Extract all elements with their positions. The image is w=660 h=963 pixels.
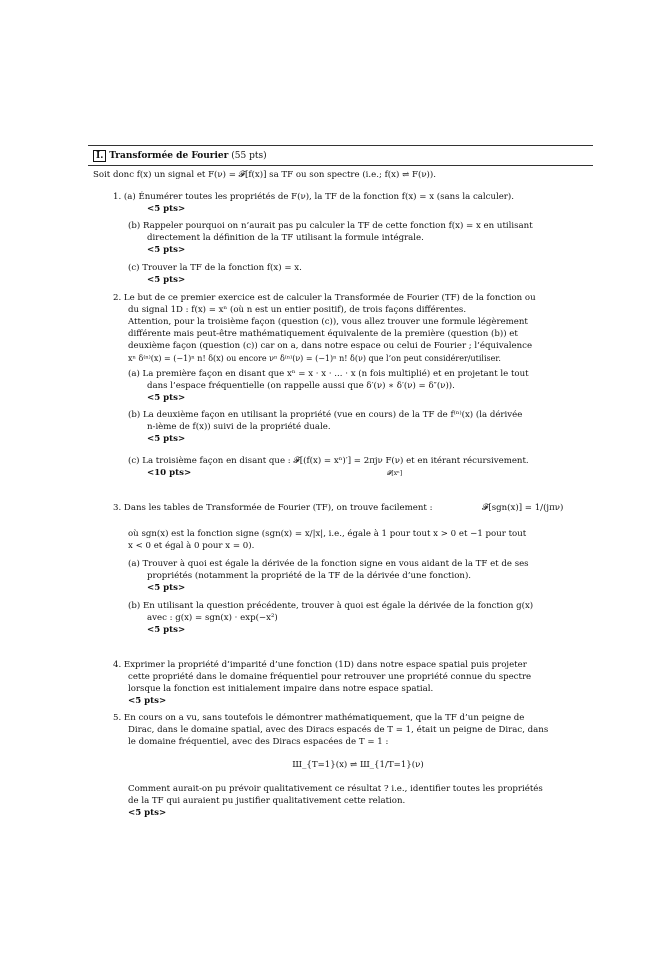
q2b-line1: (b) La deuxième façon en utilisant la propriété (vue en cours) de la TF de f⁽ⁿ⁾(x) (la dérivée [128,410,523,420]
q5-line1: 5. En cours on a vu, sans toutefois le démontrer mathématiquement, que la TF d’un peigne de [113,713,525,723]
q3-line3: x < 0 et égal à 0 pour x = 0). [128,541,255,551]
section-header [93,151,267,161]
section-points: (55 pts) [231,151,267,161]
q2-line4: différente mais peut-être mathématiquement équivalente de la première (question (b)) et [128,329,518,339]
q4-line3: lorsque la fonction est initialement impaire dans notre espace spatial. [128,684,434,694]
section-title: Transformée de Fourier [109,151,229,161]
q3b-line1: (b) En utilisant la question précédente, trouver à quoi est égale la dérivée de la fonction g(x) [128,601,534,611]
q4-line1: 4. Exprimer la propriété d’imparité d’une fonction (1D) dans notre espace spatial puis projeter [113,660,527,670]
q4-line2: cette propriété dans le domaine fréquentiel pour retrouver une propriété connue du spectre [128,672,532,682]
q1a-text: 1. (a) Énumérer toutes les propriétés de F(ν), la TF de la fonction f(x) = x (sans la calculer). [113,192,515,202]
q1b-line2: directement la définition de la TF utilisant la formule intégrale. [147,233,424,243]
section-number: I. [93,150,106,162]
q5-line2: Dirac, dans le domaine spatial, avec des Diracs espacés de T = 1, était un peigne de Dirac, dans [128,725,549,735]
q1b-line1: (b) Rappeler pourquoi on n’aurait pas pu calculer la TF de cette fonction f(x) = x en utilisant [128,221,533,231]
q2c-line1: (c) La troisième façon en disant que : 𝓕[(f(x) = xⁿ)′] = 2πjν F(ν) et en itérant récursivement. [128,456,529,466]
q2-line2: du signal 1D : f(x) = xⁿ (où n est un entier positif), de trois façons différentes. [128,305,467,315]
q3b-points: <5 pts> [147,625,186,635]
q5-line3: le domaine fréquentiel, avec des Diracs espacées de T = 1 : [128,737,389,747]
q3a-line2: propriétés (notamment la propriété de la TF de la dérivée d’une fonction). [147,571,472,581]
q3-line1: 3. Dans les tables de Transformée de Fourier (TF), on trouve facilement : [113,503,433,513]
top-rule [88,145,593,146]
q2-line6: xⁿ δ⁽ⁿ⁾(x) = (−1)ⁿ n! δ(x) ou encore νⁿ δ⁽ⁿ⁾(ν) = (−1)ⁿ n! δ(ν) que l’on peut considérer/utiliser. [128,354,501,363]
q3-line2: où sgn(x) est la fonction signe (sgn(x) = x/|x|, i.e., égale à 1 pour tout x > 0 et −1 pour tout [128,529,527,539]
q2-line5: deuxième façon (question (c)) car on a, dans notre espace ou celui de Fourier ; l’équivalence [128,341,533,351]
q2-line3: Attention, pour la troisième façon (question (c)), vous allez trouver une formule légèrement [128,317,528,327]
q2a-points: <5 pts> [147,393,186,403]
q3-formula: 𝓕[sgn(x)] = 1/(jπν) [482,503,564,513]
q3a-line1: (a) Trouver à quoi est égale la dérivée de la fonction signe en vous aidant de la TF et de ses [128,559,529,569]
q5-formula: Ш_{T=1}(x) ⇌ Ш_{1/T=1}(ν) [292,760,424,770]
q1c-points: <5 pts> [147,275,186,285]
q2a-line1: (a) La première façon en disant que xⁿ = x · x · ... · x (n fois multiplié) et en projetant le tout [128,369,529,379]
q2b-points: <5 pts> [147,434,186,444]
q2c-underbrace-label: 𝓕[xⁿ] [387,470,403,477]
q3a-points: <5 pts> [147,583,186,593]
q5-points: <5 pts> [128,808,167,818]
q2c-points: <10 pts> [147,468,192,478]
q1b-points: <5 pts> [147,245,186,255]
q1a-points: <5 pts> [147,204,186,214]
q4-points: <5 pts> [128,696,167,706]
q3b-line2: avec : g(x) = sgn(x) · exp(−x²) [147,613,278,623]
q2-line1: 2. Le but de ce premier exercice est de calculer la Transformée de Fourier (TF) de la fonction ou [113,293,536,303]
q1c-text: (c) Trouver la TF de la fonction f(x) = x. [128,263,302,273]
intro-text: Soit donc f(x) un signal et F(ν) = 𝓕[f(x)] sa TF ou son spectre (i.e.; f(x) ⇌ F(ν)). [93,170,436,180]
q5-line5: de la TF qui auraient pu justifier qualitativement cette relation. [128,796,406,806]
q5-line4: Comment aurait-on pu prévoir qualitativement ce résultat ? i.e., identifier toutes les propriétés [128,784,543,794]
header-rule [88,165,593,166]
q2a-line2: dans l’espace fréquentielle (on rappelle aussi que δ′(ν) ∗ δ′(ν) = δ″(ν)). [147,381,455,391]
q2b-line2: n-ième de f(x)) suivi de la propriété duale. [147,422,331,432]
